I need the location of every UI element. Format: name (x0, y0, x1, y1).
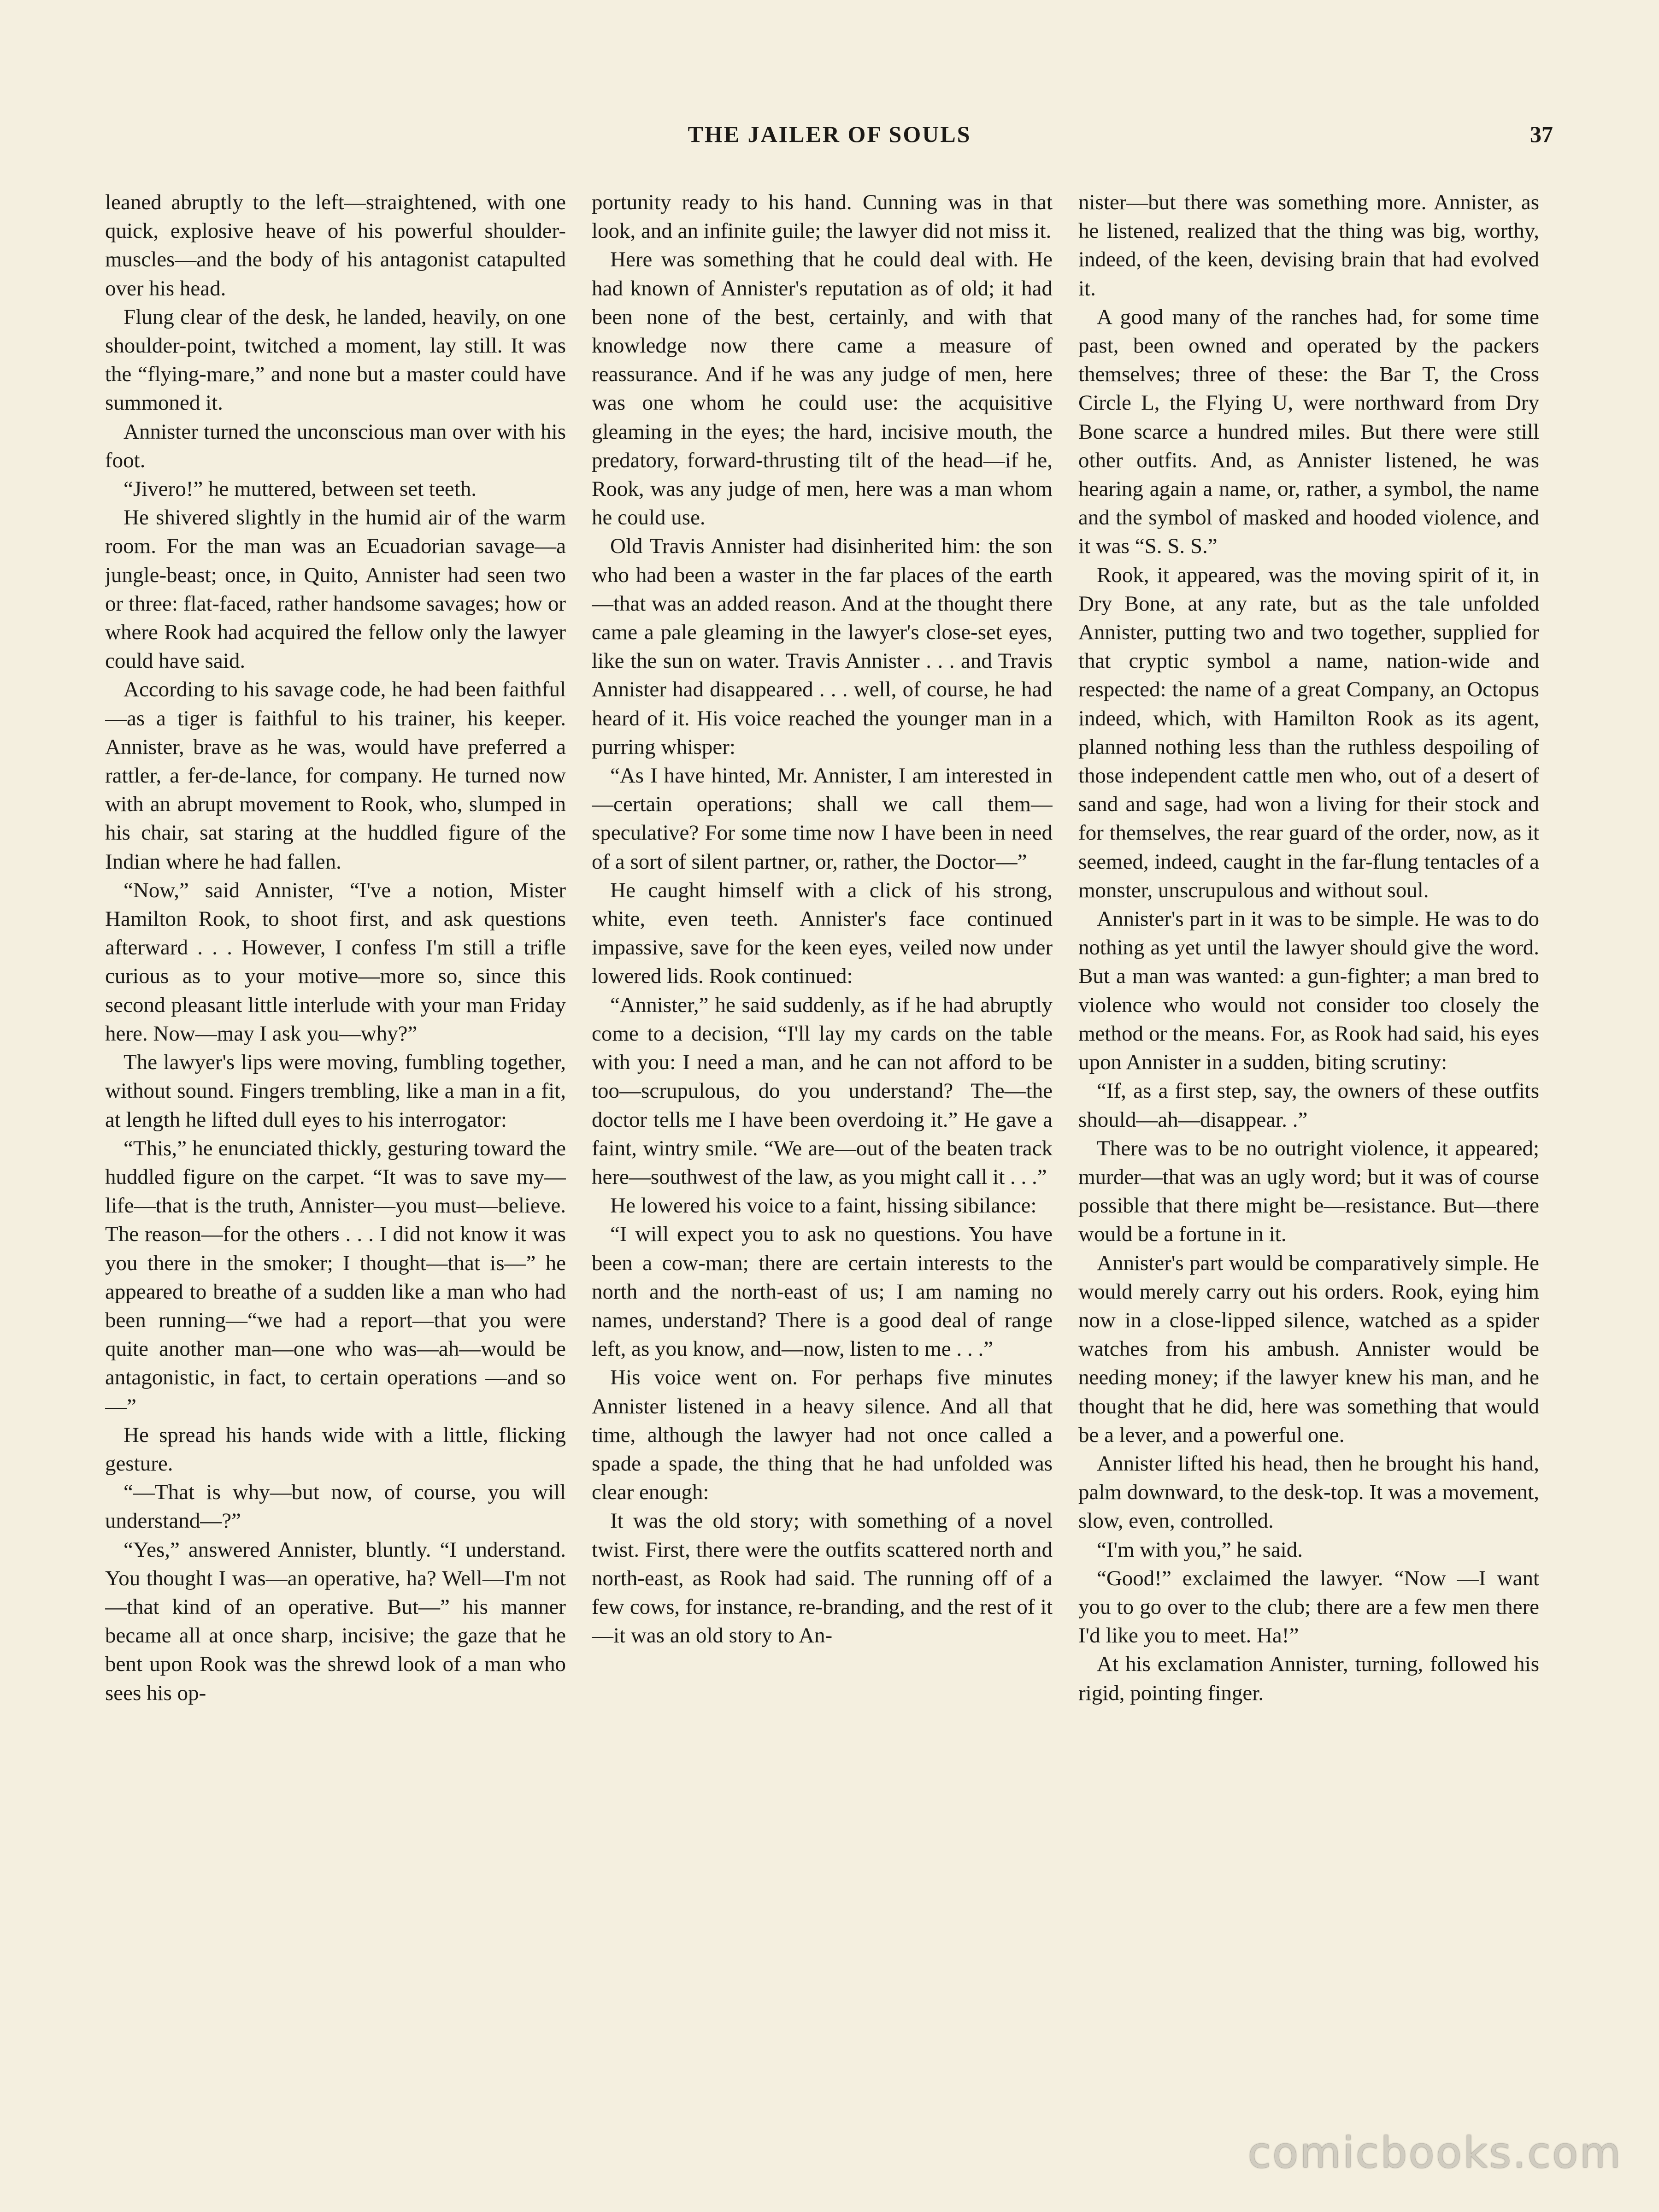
paragraph: “I will expect you to ask no questions. You have been a cow-man; there are certain interests to the north and the north-east of us; I am naming no names, understand? There is a good deal of range left, as you know, and—now, listen to me . . .” (592, 1222, 1053, 1361)
paragraph: Annister lifted his head, then he brought his hand, palm downward, to the desk-top. It was a movement, slow, even, controlled. (1078, 1451, 1539, 1533)
paragraph: Flung clear of the desk, he landed, heavily, on one shoulder-point, twitched a moment, lay still. It was the “flying-mare,” and none but a master could have summoned it. (105, 305, 566, 415)
paragraph: Annister turned the unconscious man over with his foot. (105, 419, 566, 472)
paragraph: “As I have hinted, Mr. Annister, I am interested in—certain operations; shall we call them—speculative? For some time now I have been in need of a sort of silent partner, or, rather, the Doctor—” (592, 764, 1053, 874)
paragraph: “If, as a first step, say, the owners of these outfits should—ah—disappear. .” (1078, 1079, 1539, 1132)
paragraph: According to his savage code, he had been faithful—as a tiger is faithful to his trainer, his keeper. Annister, brave as he was, would have preferred a rattler, a fer-de-lance, for company. He turned now with an abrupt movement to Rook, who, slumped in his chair, sat staring at the huddled figure of the Indian where he had fallen. (105, 677, 566, 874)
paragraph: “Now,” said Annister, “I've a notion, Mister Hamilton Rook, to shoot first, and ask questions afterward . . . However, I confess I'm still a trifle curious as to your motive—more so, since this second pleasant little interlude with your man Friday here. Now—may I ask you—why?” (105, 878, 566, 1046)
running-title: THE JAILER OF SOULS (688, 121, 971, 147)
paragraph: He caught himself with a click of his strong, white, even teeth. Annister's face continued impassive, save for the keen eyes, veiled now under lowered lids. Rook continued: (592, 878, 1053, 988)
paragraph: Here was something that he could deal with. He had known of Annister's reputation as of old; it had been none of the best, certainly, and with that knowledge now there came a measure of reassurance. And if he was any judge of men, here was one whom he could use: the acquisitive gleaming in the eyes; the hard, incisive mouth, the predatory, forward-thrusting tilt of the head—if he, Rook, was any judge of men, here was a man whom he could use. (592, 247, 1053, 530)
paragraph: It was the old story; with something of a novel twist. First, there were the outfits scattered north and north-east, as Rook had said. The running off of a few cows, for instance, re-branding, and the rest of it—it was an old story to An- (592, 1509, 1053, 1648)
paragraph: “Annister,” he said suddenly, as if he had abruptly come to a decision, “I'll lay my cards on the table with you: I need a man, and he can not afford to be too—scrupulous, do you understand? The—the doctor tells me I have been overdoing it.” He gave a faint, wintry smile. “We are—out of the beaten track here—southwest of the law, as you might call it . . .” (592, 993, 1053, 1189)
paragraph: At his exclamation Annister, turning, followed his rigid, pointing finger. (1078, 1652, 1539, 1705)
paragraph: There was to be no outright violence, it appeared; murder—that was an ugly word; but it was of course possible that there might be—resistance. But—there would be a fortune in it. (1078, 1136, 1539, 1247)
paragraph: He shivered slightly in the humid air of the warm room. For the man was an Ecuadorian savage—a jungle-beast; once, in Quito, Annister had seen two or three: flat-faced, rather handsome savages; how or where Rook had acquired the fellow only the lawyer could have said. (105, 506, 566, 673)
paragraph: “—That is why—but now, of course, you will understand—?” (105, 1480, 566, 1533)
paragraph: nister—but there was something more. Annister, as he listened, realized that the thing was big, worthy, indeed, of the keen, devising brain that had evolved it. (1078, 190, 1539, 300)
text-column-2 (592, 188, 1053, 2087)
paragraph: He lowered his voice to a faint, hissing sibilance: (610, 1194, 1037, 1218)
paragraph: “This,” he enunciated thickly, gesturing toward the huddled figure on the carpet. “It was to save my—life—that is the truth, Annister—you must—believe. The reason—for the others . . . I did not know it was you there in the smoker; I thought—that is—” he appeared to breathe of a sudden like a man who had been running—“we had a report—that you were quite another man—one who was—ah—would be antagonistic, in fact, to certain operations —and so—” (105, 1136, 566, 1418)
text-column-3 (1078, 188, 1539, 2087)
paragraph: “Jivero!” he muttered, between set teeth. (124, 477, 477, 501)
watermark: comicbooks.com (1247, 2128, 1622, 2177)
paragraph: A good many of the ranches had, for some time past, been owned and operated by the packers themselves; three of these: the Bar T, the Cross Circle L, the Flying U, were northward from Dry Bone scarce a hundred miles. But there were still other outfits. And, as Annister listened, he was hearing again a name, or, rather, a symbol, the name and the symbol of masked and hooded violence, and it was “S. S. S.” (1078, 305, 1539, 559)
paragraph: “Yes,” answered Annister, bluntly. “I understand. You thought I was—an operative, ha? Well—I'm not—that kind of an operative. But—” his manner became all at once sharp, incisive; the gaze that he bent upon Rook was the shrewd look of a man who sees his op- (105, 1537, 566, 1705)
paragraph: He spread his hands wide with a little, flicking gesture. (105, 1423, 566, 1476)
paragraph: “I'm with you,” he said. (1097, 1537, 1303, 1562)
running-head (106, 121, 1553, 158)
paragraph: portunity ready to his hand. Cunning was in that look, and an infinite guile; the lawyer did not miss it. (592, 190, 1053, 243)
paragraph: Annister's part would be comparatively simple. He would merely carry out his orders. Rook, eying him now in a close-lipped silence, watched as a spider watches from his ambush. Annister would be needing money; if the lawyer knew his man, and he thought that he did, here was something that would be a lever, and a powerful one. (1078, 1251, 1539, 1447)
text-column-1 (105, 188, 566, 2087)
paragraph: The lawyer's lips were moving, fumbling together, without sound. Fingers trembling, like a man in a fit, at length he lifted dull eyes to his interrogator: (105, 1050, 566, 1132)
paragraph: Rook, it appeared, was the moving spirit of it, in Dry Bone, at any rate, but as the tale unfolded Annister, putting two and two together, supplied for that cryptic symbol a name, nation-wide and respected: the name of a great Company, an Octopus indeed, which, with Hamilton Rook as its agent, planned nothing less than the ruthless despoiling of those independent cattle men who, out of a desert of sand and sage, had won a living for their stock and for themselves, the rear guard of the order, now, as it seemed, indeed, caught in the far-flung tentacles of a monster, unscrupulous and without soul. (1078, 563, 1539, 902)
paragraph: “Good!” exclaimed the lawyer. “Now —I want you to go over to the club; there are a few men there I'd like you to meet. Ha!” (1078, 1566, 1539, 1648)
page-number: 37 (1530, 121, 1553, 147)
paragraph: leaned abruptly to the left—straightened, with one quick, explosive heave of his powerful shoulder-muscles—and the body of his antagonist catapulted over his head. (105, 190, 566, 300)
paragraph: Old Travis Annister had disinherited him: the son who had been a waster in the far places of the earth—that was an added reason. And at the thought there came a pale gleaming in the lawyer's close-set eyes, like the sun on water. Travis Annister . . . and Travis Annister had disappeared . . . well, of course, he had heard of it. His voice reached the younger man in a purring whisper: (592, 534, 1053, 759)
paragraph: His voice went on. For perhaps five minutes Annister listened in a heavy silence. And all that time, although the lawyer had not once called a spade a spade, the thing that he had unfolded was clear enough: (592, 1365, 1053, 1505)
paragraph: Annister's part in it was to be simple. He was to do nothing as yet until the lawyer should give the word. But a man was wanted: a gun-fighter; a man bred to violence who would not consider too closely the method or the means. For, as Rook had said, his eyes upon Annister in a sudden, biting scrutiny: (1078, 907, 1539, 1075)
